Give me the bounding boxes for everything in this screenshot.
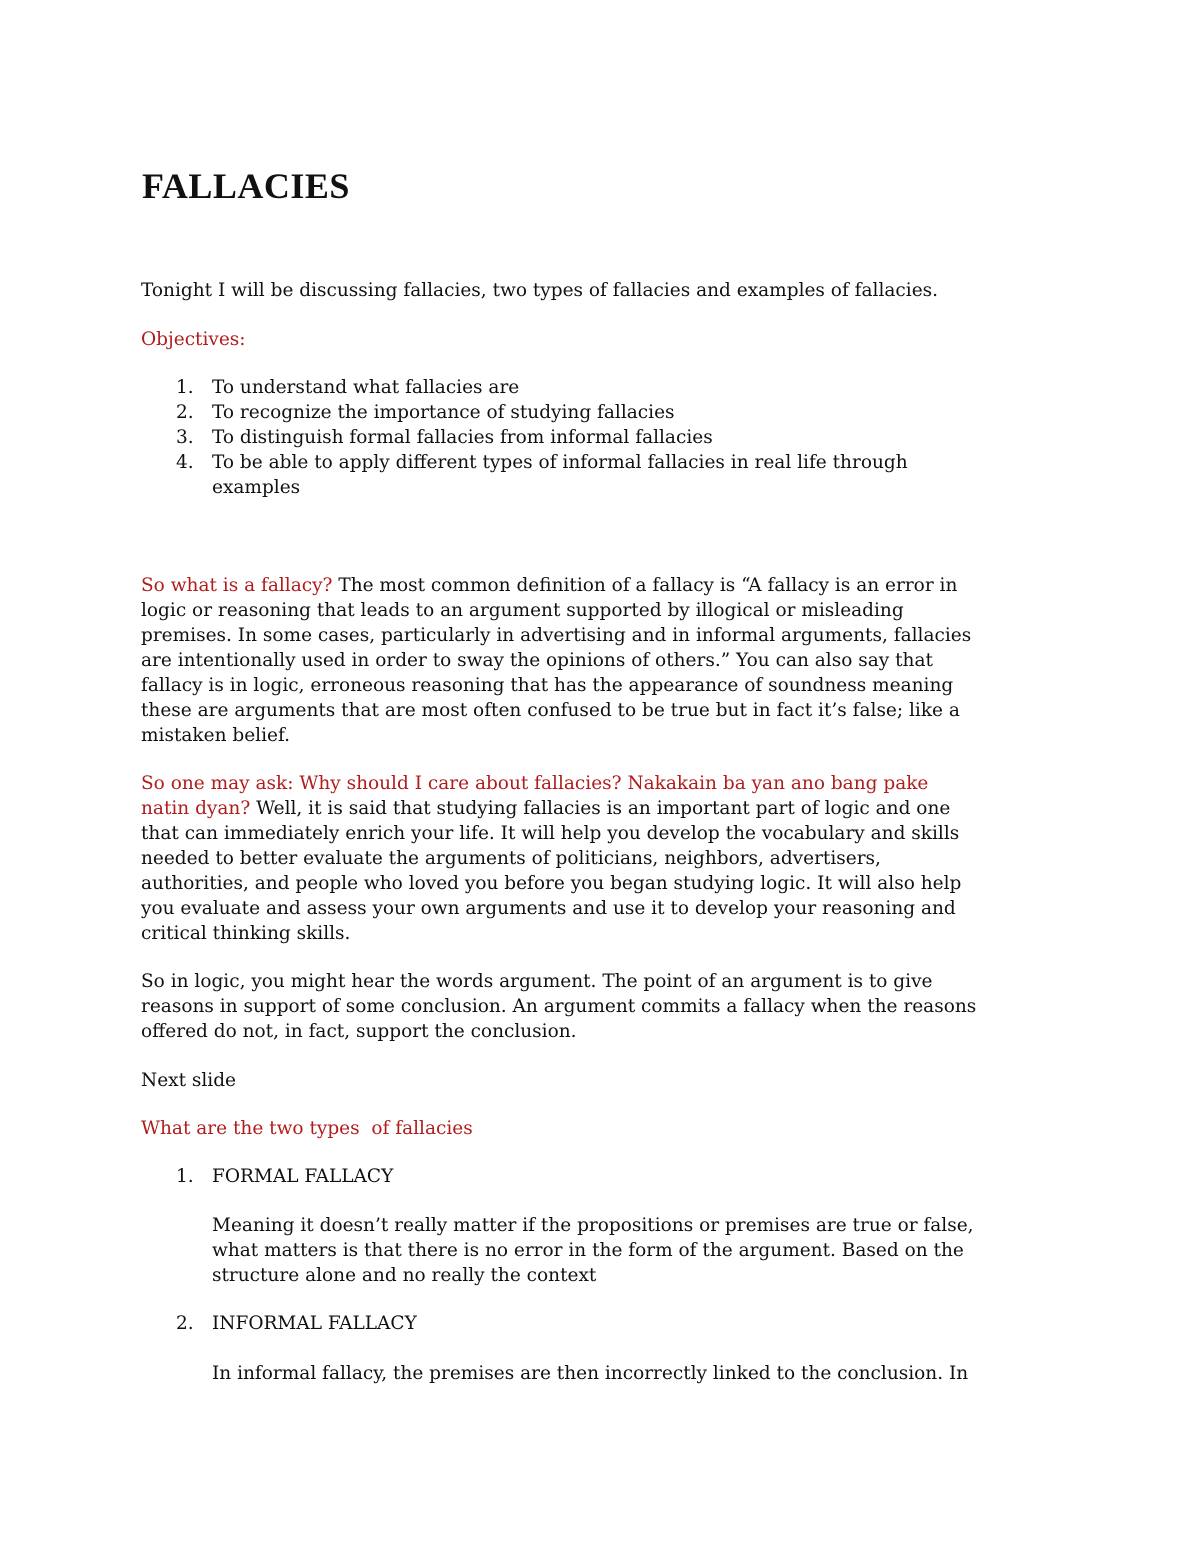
why-paragraph (141, 771, 981, 946)
list-number: 2. (176, 402, 194, 423)
intro-paragraph: Tonight I will be discussing fallacies, two types of fallacies and examples of fallacies. (141, 280, 939, 301)
list-text: To be able to apply different types of informal fallacies in real life through examples (212, 452, 908, 498)
type-description: In informal fallacy, the premises are then incorrectly linked to the conclusion. In (212, 1363, 969, 1384)
types-heading: What are the two types of fallacies (141, 1118, 473, 1139)
definition-lead: So what is a fallacy? (141, 575, 333, 596)
list-number: 2. (176, 1313, 194, 1334)
argument-paragraph: So in logic, you might hear the words argument. The point of an argument is to give reasons in support of some conclusion. An argument commits a fallacy when the reasons offered do not, in fact, support the conclusion. (141, 971, 977, 1042)
type-name: INFORMAL FALLACY (212, 1313, 417, 1334)
list-number: 3. (176, 427, 194, 448)
next-slide-note: Next slide (141, 1070, 237, 1091)
objectives-heading: Objectives: (141, 329, 246, 350)
definition-body: The most common definition of a fallacy is “A fallacy is an error in logic or reasoning that leads to an argument supported by illogical or misleading premises. In some cases, particularly in advertising and in informal arguments, fallacies are intentionally used in order to sway the opinions of others.” You can also say that fallacy is in logic, erroneous reasoning that has the appearance of soundness meaning these are arguments that are most often confused to be true but in fact it’s false; like a mistaken belief. (141, 575, 972, 746)
list-number: 1. (176, 1166, 194, 1187)
why-body: Well, it is said that studying fallacies is an important part of logic and one that can immediately enrich your life. It will help you develop the vocabulary and skills needed to better evaluate the arguments of politicians, neighbors, advertisers, authorities, and people who loved you before you began studying logic. It will also help you evaluate and assess your own arguments and use it to develop your reasoning and critical thinking skills. (141, 798, 962, 944)
type-description: Meaning it doesn’t really matter if the propositions or premises are true or false, what matters is that there is no error in the form of the argument. Based on the structure alone and no really the context (212, 1215, 974, 1286)
list-number: 4. (176, 452, 194, 473)
why-lead: So one may ask: Why should I care about fallacies? Nakakain ba yan ano bang pake natin dyan? (141, 773, 929, 819)
list-number: 1. (176, 377, 194, 398)
list-text: To distinguish formal fallacies from informal fallacies (212, 427, 713, 448)
document-title: FALLACIES (142, 166, 350, 206)
list-text: To understand what fallacies are (212, 377, 520, 398)
list-text: To recognize the importance of studying fallacies (212, 402, 675, 423)
type-name: FORMAL FALLACY (212, 1166, 394, 1187)
definition-paragraph (141, 573, 981, 748)
